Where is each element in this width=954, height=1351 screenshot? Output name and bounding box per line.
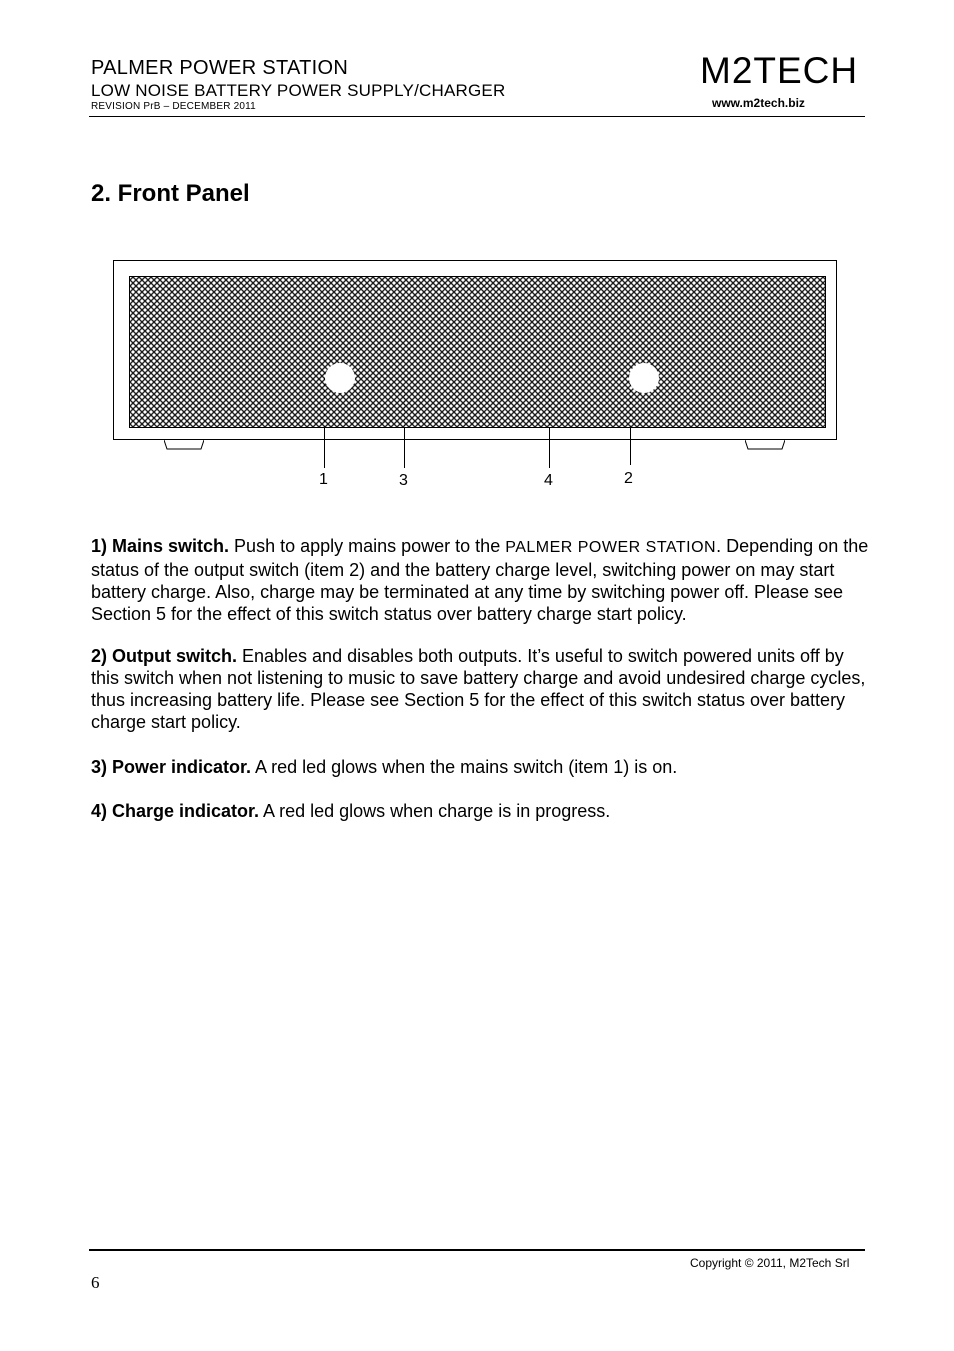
callout-1: 1 (319, 471, 328, 488)
front-panel-enclosure (113, 260, 837, 440)
m2tech-logo: M2TECH (700, 50, 859, 91)
item-term: 2) Output switch. (91, 646, 237, 666)
left-foot (164, 440, 204, 450)
product-name-inline: PALMER POWER STATION (505, 539, 717, 556)
item-term: 3) Power indicator. (91, 757, 252, 777)
callout-3: 3 (399, 472, 408, 489)
page-number: 6 (91, 1273, 100, 1292)
item-term: 4) Charge indicator. (91, 801, 260, 821)
item-text: A red led glows when charge is in progress. (259, 801, 611, 821)
item-text: . Depending on the status of the output switch (item 2) and the battery charge level, switching power on may start battery charge. Also, charge may be terminated at any time by switching power off. Please see Section 5 for the effect of this switch status over battery charge start policy. (91, 536, 869, 624)
mains-switch-knob (325, 363, 355, 393)
item-mains-switch (91, 535, 871, 625)
section-title: 2. Front Panel (91, 180, 250, 207)
item-text: A red led glows when the mains switch (item 1) is on. (251, 757, 678, 777)
callout-2: 2 (624, 470, 633, 487)
front-grille (129, 276, 826, 428)
footer-rule (89, 1249, 865, 1251)
front-panel-drawing (100, 255, 850, 500)
item-output-switch (91, 645, 871, 733)
item-charge-indicator (91, 800, 871, 822)
website-url: www.m2tech.biz (712, 96, 805, 110)
callout-4: 4 (544, 472, 553, 489)
item-power-indicator (91, 756, 871, 778)
right-foot (745, 440, 785, 450)
document-subtitle: LOW NOISE BATTERY POWER SUPPLY/CHARGER (91, 81, 506, 100)
item-term: 1) Mains switch. (91, 536, 230, 556)
document-product-title: PALMER POWER STATION (91, 57, 349, 79)
output-switch-knob (629, 363, 659, 393)
item-text: Enables and disables both outputs. It’s useful to switch powered units off by this switch when not listening to music to save battery charge and avoid undesired charge cycles, thus increasing battery life. Please see Section 5 for the effect of this switch status over battery charge start policy. (91, 646, 866, 732)
document-revision: REVISION PrB – DECEMBER 2011 (91, 101, 256, 112)
header-rule (89, 116, 865, 117)
item-text: Push to apply mains power to the (229, 536, 506, 556)
copyright-notice: Copyright © 2011, M2Tech Srl (690, 1256, 850, 1270)
